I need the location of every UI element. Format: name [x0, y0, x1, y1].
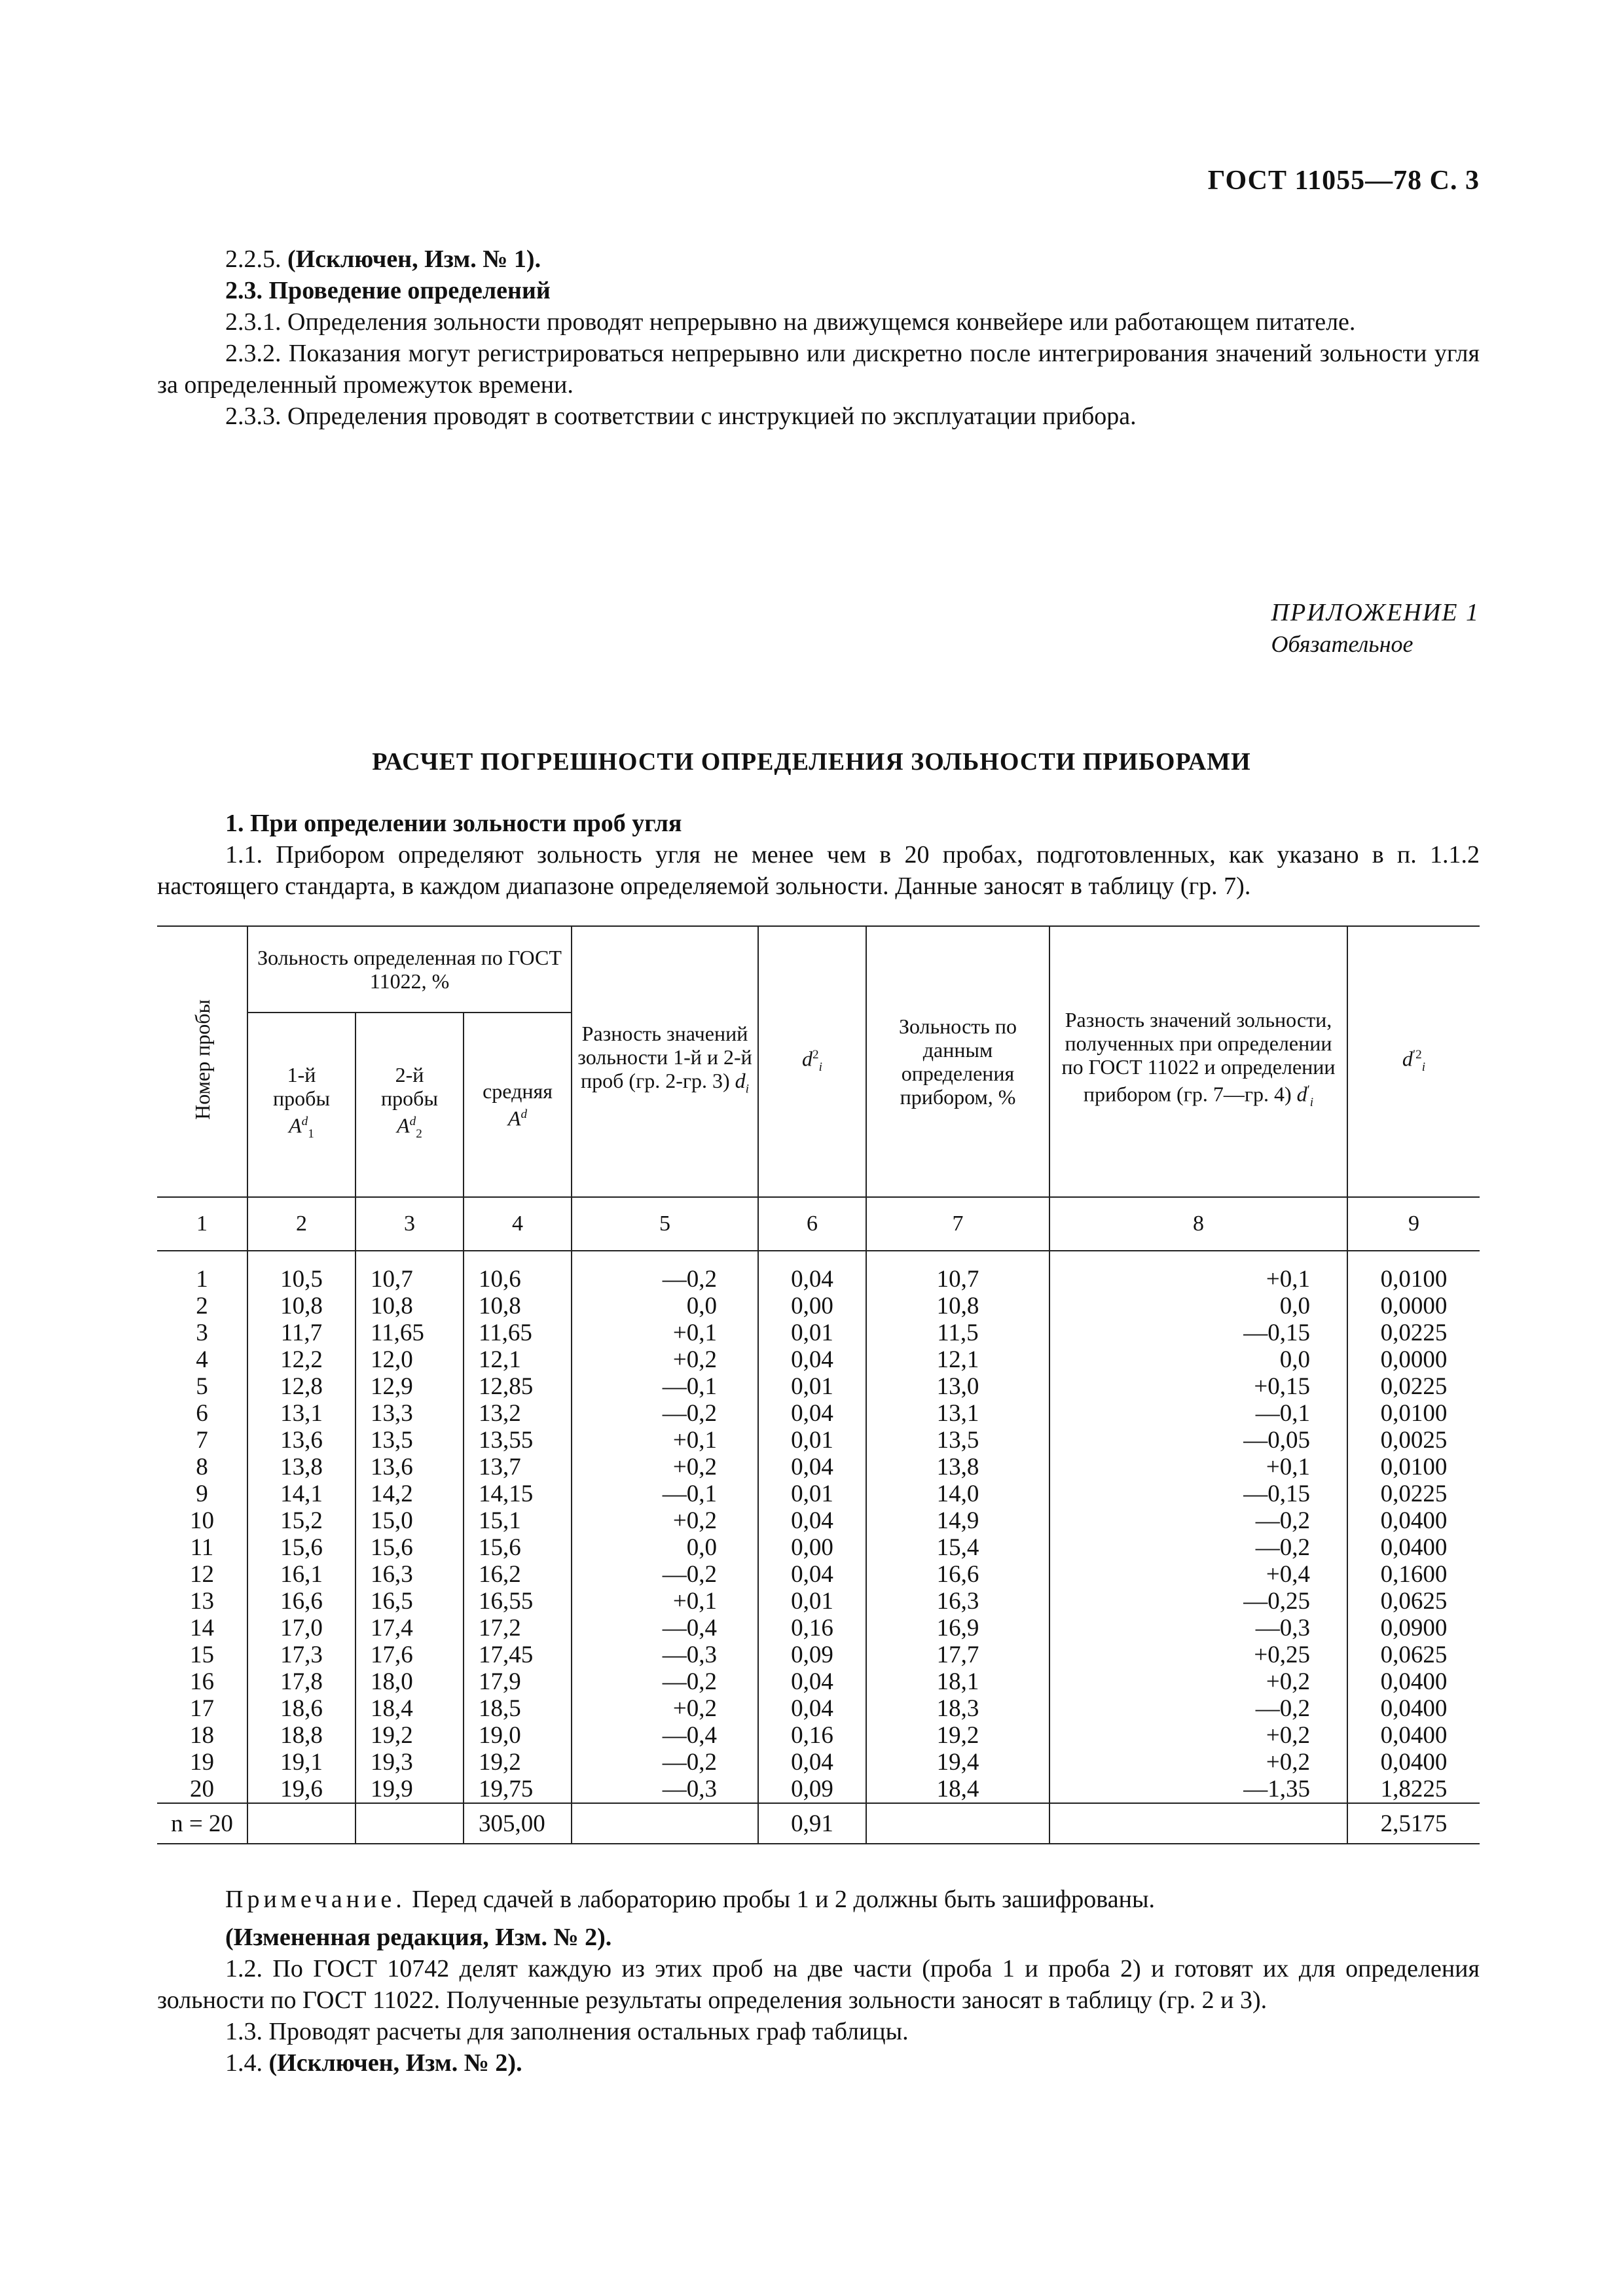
table-cell: —0,15 [1049, 1480, 1347, 1507]
col-number: 1 [157, 1197, 247, 1251]
table-cell: 10,6 [464, 1251, 572, 1293]
table-cell: —0,2 [1049, 1695, 1347, 1722]
table-cell: 12,9 [356, 1373, 464, 1400]
total-cell: 0,91 [758, 1803, 866, 1844]
table-cell: 18,8 [247, 1722, 356, 1749]
table-cell: 12,1 [866, 1346, 1049, 1373]
table-cell: 0,0225 [1347, 1480, 1480, 1507]
table-cell: 17,9 [464, 1668, 572, 1695]
table-cell: 16,1 [247, 1561, 356, 1588]
table-cell: 0,0400 [1347, 1534, 1480, 1561]
table-cell: 17,7 [866, 1641, 1049, 1668]
table-cell: 19,75 [464, 1776, 572, 1803]
col-device-diff-squared-header: $d^{'2}_i$ [1347, 926, 1480, 1197]
para-1-1: 1.1. Прибором определяют зольность угля не менее чем в 20 пробах, подготовленных, как указано в п. 1.1.2 настоящего стандарта, в каждом диапазоне определяемой зольности. Данные заносят в таблицу (гр. 7). [157, 841, 1480, 900]
table-cell: 0,0400 [1347, 1507, 1480, 1534]
para-2-3-2: 2.3.2. Показания могут регистрироваться непрерывно или дискретно после интегрирования значений зольности угля за определенный промежуток времени. [157, 340, 1480, 399]
table-cell: 17,2 [464, 1615, 572, 1641]
table-row [157, 1373, 1480, 1400]
para-1-4-text: (Исключен, Изм. № 2). [268, 2049, 522, 2077]
table-cell: 17,4 [356, 1615, 464, 1641]
table-cell: 1 [157, 1251, 247, 1293]
table-cell: 17 [157, 1695, 247, 1722]
table-cell: 14,1 [247, 1480, 356, 1507]
total-cell [572, 1803, 758, 1844]
table-cell: 6 [157, 1400, 247, 1427]
para-1-3: 1.3. Проводят расчеты для заполнения остальных граф таблицы. [225, 2018, 909, 2045]
table-row [157, 1427, 1480, 1454]
table-cell: 12,0 [356, 1346, 464, 1373]
table-cell: 0,01 [758, 1373, 866, 1400]
column-number-row [157, 1197, 1480, 1251]
table-cell: 0,0100 [1347, 1400, 1480, 1427]
ash-table [157, 925, 1480, 1844]
table-cell: 15,4 [866, 1534, 1049, 1561]
table-cell: 10,8 [464, 1293, 572, 1319]
table-cell: 14,0 [866, 1480, 1049, 1507]
table-cell: —0,2 [572, 1400, 758, 1427]
note-label: Примечание. [225, 1886, 406, 1913]
table-cell: 13,1 [247, 1400, 356, 1427]
table-cell: 19,2 [356, 1722, 464, 1749]
table-cell: +0,2 [572, 1695, 758, 1722]
table-cell: 0,04 [758, 1561, 866, 1588]
table-cell: 15,0 [356, 1507, 464, 1534]
table-cell: 17,3 [247, 1641, 356, 1668]
table-cell: 0,04 [758, 1507, 866, 1534]
table-cell: —0,3 [572, 1641, 758, 1668]
col-device-ash-header: Зольность по данным определения прибором, % [866, 926, 1049, 1197]
table-cell: 17,0 [247, 1615, 356, 1641]
note-text: Перед сдачей в лабораторию пробы 1 и 2 должны быть зашифрованы. [412, 1886, 1155, 1913]
table-cell: 11,5 [866, 1319, 1049, 1346]
para-2-2-5-number: 2.2.5. [225, 245, 282, 273]
table-row [157, 1561, 1480, 1588]
table-cell: —0,2 [572, 1561, 758, 1588]
table-cell: 11,7 [247, 1319, 356, 1346]
table-cell: 0,0000 [1347, 1346, 1480, 1373]
col-number: 4 [464, 1197, 572, 1251]
table-row [157, 1319, 1480, 1346]
table-cell: —1,35 [1049, 1776, 1347, 1803]
table-cell: 13,0 [866, 1373, 1049, 1400]
table-cell: 12,2 [247, 1346, 356, 1373]
col-number: 6 [758, 1197, 866, 1251]
table-cell: +0,2 [572, 1346, 758, 1373]
table-cell: 0,09 [758, 1776, 866, 1803]
table-cell: 16,6 [247, 1588, 356, 1615]
table-cell: 10,7 [356, 1251, 464, 1293]
table-cell: 0,1600 [1347, 1561, 1480, 1588]
table-cell: 18,0 [356, 1668, 464, 1695]
table-cell: 0,0400 [1347, 1668, 1480, 1695]
table-row [157, 1641, 1480, 1668]
table-cell: 15,6 [247, 1534, 356, 1561]
total-cell: 2,5175 [1347, 1803, 1480, 1844]
table-cell: 15 [157, 1641, 247, 1668]
table-cell: 12,1 [464, 1346, 572, 1373]
table-cell: 0,0100 [1347, 1454, 1480, 1480]
table-cell: +0,1 [572, 1319, 758, 1346]
total-cell [247, 1803, 356, 1844]
table-cell: 16,5 [356, 1588, 464, 1615]
col-number: 2 [247, 1197, 356, 1251]
table-cell: 15,2 [247, 1507, 356, 1534]
para-1-2: 1.2. По ГОСТ 10742 делят каждую из этих проб на две части (проба 1 и проба 2) и готовят их для определения зольности по ГОСТ 11022. Полученные результаты определения зольности заносят в таблицу (гр. 2 и 3). [157, 1955, 1480, 2014]
para-2-2-5-text: (Исключен, Изм. № 1). [287, 245, 541, 273]
table-row [157, 1749, 1480, 1776]
table-cell: 0,0400 [1347, 1695, 1480, 1722]
table-cell: 13,1 [866, 1400, 1049, 1427]
table-cell: 10 [157, 1507, 247, 1534]
col-device-diff-header: Разность значений зольности, полученных при определении по ГОСТ 11022 и определении прибором (гр. 7—гр. 4) $d'_i$ [1049, 926, 1347, 1197]
table-cell: 0,0225 [1347, 1373, 1480, 1400]
table-cell: 0,0400 [1347, 1749, 1480, 1776]
table-cell: 0,04 [758, 1346, 866, 1373]
main-title: РАСЧЕТ ПОГРЕШНОСТИ ОПРЕДЕЛЕНИЯ ЗОЛЬНОСТИ ПРИБОРАМИ [372, 748, 1251, 776]
table-cell: 0,16 [758, 1615, 866, 1641]
table-cell: +0,1 [1049, 1454, 1347, 1480]
note-paragraph [157, 1884, 1480, 1915]
table-cell: +0,2 [572, 1507, 758, 1534]
table-cell: 0,01 [758, 1319, 866, 1346]
table-cell: 13,6 [247, 1427, 356, 1454]
table-cell: 19,2 [866, 1722, 1049, 1749]
table-cell: 18,5 [464, 1695, 572, 1722]
table-cell: —0,2 [572, 1668, 758, 1695]
table-cell: 18,3 [866, 1695, 1049, 1722]
table-row [157, 1776, 1480, 1803]
table-cell: 16,2 [464, 1561, 572, 1588]
table-cell: 10,8 [247, 1293, 356, 1319]
table-cell: 0,00 [758, 1534, 866, 1561]
table-cell: 0,01 [758, 1588, 866, 1615]
total-row [157, 1803, 1480, 1844]
table-cell: 1,8225 [1347, 1776, 1480, 1803]
table-cell: 0,0400 [1347, 1722, 1480, 1749]
table-cell: 0,0100 [1347, 1251, 1480, 1293]
table-cell: 0,0625 [1347, 1641, 1480, 1668]
table-cell: 19,0 [464, 1722, 572, 1749]
table-cell: 7 [157, 1427, 247, 1454]
table-cell: —0,25 [1049, 1588, 1347, 1615]
table-cell: 13,5 [356, 1427, 464, 1454]
table-cell: 12 [157, 1561, 247, 1588]
table-cell: —0,15 [1049, 1319, 1347, 1346]
table-cell: +0,15 [1049, 1373, 1347, 1400]
table-cell: —0,05 [1049, 1427, 1347, 1454]
col-number: 8 [1049, 1197, 1347, 1251]
col-number: 5 [572, 1197, 758, 1251]
total-cell: 305,00 [464, 1803, 572, 1844]
table-cell: 10,7 [866, 1251, 1049, 1293]
table-cell: 19,2 [464, 1749, 572, 1776]
table-cell: 0,0 [572, 1534, 758, 1561]
table-cell: 10,8 [356, 1293, 464, 1319]
table-row [157, 1588, 1480, 1615]
top-sections [157, 243, 1480, 432]
col-number: 7 [866, 1197, 1049, 1251]
table-cell: 20 [157, 1776, 247, 1803]
table-cell: 0,0000 [1347, 1293, 1480, 1319]
table-row [157, 1615, 1480, 1641]
table-cell: —0,2 [572, 1251, 758, 1293]
table-row [157, 1534, 1480, 1561]
para-2-3-3: 2.3.3. Определения проводят в соответствии с инструкцией по эксплуатации прибора. [225, 403, 1137, 430]
section-1-heading: 1. При определении зольности проб угля [225, 810, 682, 837]
table-cell: 0,0900 [1347, 1615, 1480, 1641]
total-cell: n = 20 [157, 1803, 247, 1844]
table-cell: —0,2 [1049, 1534, 1347, 1561]
table-row [157, 1293, 1480, 1319]
revision-note: (Измененная редакция, Изм. № 2). [225, 1924, 612, 1951]
table-cell: 14,9 [866, 1507, 1049, 1534]
table-cell: 17,45 [464, 1641, 572, 1668]
col-number: 9 [1347, 1197, 1480, 1251]
table-row [157, 1507, 1480, 1534]
table-cell: +0,25 [1049, 1641, 1347, 1668]
table-cell: —0,4 [572, 1615, 758, 1641]
table-cell: 14,2 [356, 1480, 464, 1507]
table-cell: 3 [157, 1319, 247, 1346]
table-cell: 19,4 [866, 1749, 1049, 1776]
table-row [157, 1251, 1480, 1293]
table-cell: +0,1 [1049, 1251, 1347, 1293]
table-cell: +0,4 [1049, 1561, 1347, 1588]
table-cell: +0,2 [1049, 1668, 1347, 1695]
table-row [157, 1668, 1480, 1695]
table-cell: 13,7 [464, 1454, 572, 1480]
table-cell: +0,2 [1049, 1749, 1347, 1776]
page-header: ГОСТ 11055—78 С. 3 [1207, 166, 1480, 196]
table-cell: —0,2 [1049, 1507, 1347, 1534]
table-cell: 19 [157, 1749, 247, 1776]
table-cell: 0,0 [1049, 1346, 1347, 1373]
table-cell: 0,0225 [1347, 1319, 1480, 1346]
table-cell: 0,04 [758, 1749, 866, 1776]
table-cell: —0,3 [572, 1776, 758, 1803]
table-cell: 19,6 [247, 1776, 356, 1803]
table-cell: 0,0625 [1347, 1588, 1480, 1615]
table-cell: 19,1 [247, 1749, 356, 1776]
table-cell: +0,2 [572, 1454, 758, 1480]
table-cell: 13,3 [356, 1400, 464, 1427]
col-diff-header: Разность значений зольности 1-й и 2-й проб (гр. 2-гр. 3) $d_i$ [572, 926, 758, 1197]
para-2-3-1: 2.3.1. Определения зольности проводят непрерывно на движущемся конвейере или работающем питателе. [225, 308, 1356, 336]
table-cell: 13,8 [247, 1454, 356, 1480]
col-diff-squared-header: $d^2_i$ [758, 926, 866, 1197]
table-cell: 15,6 [356, 1534, 464, 1561]
table-cell: 5 [157, 1373, 247, 1400]
table-cell: 0,01 [758, 1480, 866, 1507]
col-group-header: Зольность определенная по ГОСТ 11022, % [247, 926, 572, 1013]
table-cell: 18,1 [866, 1668, 1049, 1695]
table-cell: 8 [157, 1454, 247, 1480]
table-cell: 0,04 [758, 1400, 866, 1427]
table-row [157, 1722, 1480, 1749]
table-cell: 10,8 [866, 1293, 1049, 1319]
table-cell: 18 [157, 1722, 247, 1749]
appendix-label [1271, 597, 1480, 660]
table-cell: —0,3 [1049, 1615, 1347, 1641]
table-cell: 0,04 [758, 1454, 866, 1480]
total-cell [356, 1803, 464, 1844]
table-cell: +0,1 [572, 1427, 758, 1454]
table-cell: 19,3 [356, 1749, 464, 1776]
para-2-2-5 [157, 243, 1480, 275]
table-cell: 17,6 [356, 1641, 464, 1668]
para-1-4 [157, 2047, 1480, 2079]
table-cell: 13 [157, 1588, 247, 1615]
table-cell: +0,2 [1049, 1722, 1347, 1749]
table-cell: 0,04 [758, 1668, 866, 1695]
table-cell: 16,3 [356, 1561, 464, 1588]
table-row [157, 1480, 1480, 1507]
table-cell: 17,8 [247, 1668, 356, 1695]
table-cell: 0,00 [758, 1293, 866, 1319]
col-mean-header: средняя $A^d$ [464, 1013, 572, 1197]
table-row [157, 1695, 1480, 1722]
table-cell: 14,15 [464, 1480, 572, 1507]
table-cell: —0,1 [572, 1480, 758, 1507]
col-sample1-header: 1-й пробы $A^d_1$ [247, 1013, 356, 1197]
table-cell: —0,2 [572, 1749, 758, 1776]
table-cell: 0,16 [758, 1722, 866, 1749]
table-cell: 13,5 [866, 1427, 1049, 1454]
section-1 [157, 808, 1480, 902]
table-cell: 12,8 [247, 1373, 356, 1400]
table-cell: 13,2 [464, 1400, 572, 1427]
para-1-4-number: 1.4. [225, 2049, 263, 2077]
table-cell: 10,5 [247, 1251, 356, 1293]
table-cell: 15,1 [464, 1507, 572, 1534]
table-cell: 16,6 [866, 1561, 1049, 1588]
table-cell: —0,1 [572, 1373, 758, 1400]
table-cell: 15,6 [464, 1534, 572, 1561]
table-cell: 0,0 [1049, 1293, 1347, 1319]
table-cell: 13,6 [356, 1454, 464, 1480]
table-row [157, 1454, 1480, 1480]
table-cell: 11,65 [356, 1319, 464, 1346]
table-cell: 14 [157, 1615, 247, 1641]
table-cell: 18,6 [247, 1695, 356, 1722]
table-cell: 16 [157, 1668, 247, 1695]
table-cell: 0,04 [758, 1695, 866, 1722]
table-cell: 16,3 [866, 1588, 1049, 1615]
table-cell: 0,09 [758, 1641, 866, 1668]
table-cell: 11 [157, 1534, 247, 1561]
table-cell: 13,8 [866, 1454, 1049, 1480]
col-sample-number-header: Номер пробы [157, 926, 247, 1197]
table-cell: 12,85 [464, 1373, 572, 1400]
col-number: 3 [356, 1197, 464, 1251]
table-cell: 4 [157, 1346, 247, 1373]
table-cell: 2 [157, 1293, 247, 1319]
table-cell: 0,0025 [1347, 1427, 1480, 1454]
table-cell: 13,55 [464, 1427, 572, 1454]
table-row [157, 1400, 1480, 1427]
col-sample2-header: 2-й пробы $A^d_2$ [356, 1013, 464, 1197]
total-cell [866, 1803, 1049, 1844]
table-cell: 9 [157, 1480, 247, 1507]
section-2-3-heading: 2.3. Проведение определений [225, 277, 551, 304]
total-cell [1049, 1803, 1347, 1844]
table-cell: 16,55 [464, 1588, 572, 1615]
appendix-title: ПРИЛОЖЕНИЕ 1 [1271, 599, 1480, 626]
table-cell: 11,65 [464, 1319, 572, 1346]
table-cell: 18,4 [866, 1776, 1049, 1803]
appendix-status: Обязательное [1271, 631, 1413, 657]
table-cell: 0,0 [572, 1293, 758, 1319]
table-cell: +0,1 [572, 1588, 758, 1615]
table-cell: 0,01 [758, 1427, 866, 1454]
table-row [157, 1346, 1480, 1373]
table-cell: 19,9 [356, 1776, 464, 1803]
table-cell: 16,9 [866, 1615, 1049, 1641]
table-cell: —0,1 [1049, 1400, 1347, 1427]
table-cell: 18,4 [356, 1695, 464, 1722]
table-cell: —0,4 [572, 1722, 758, 1749]
note-block [157, 1884, 1480, 2079]
table-cell: 0,04 [758, 1251, 866, 1293]
